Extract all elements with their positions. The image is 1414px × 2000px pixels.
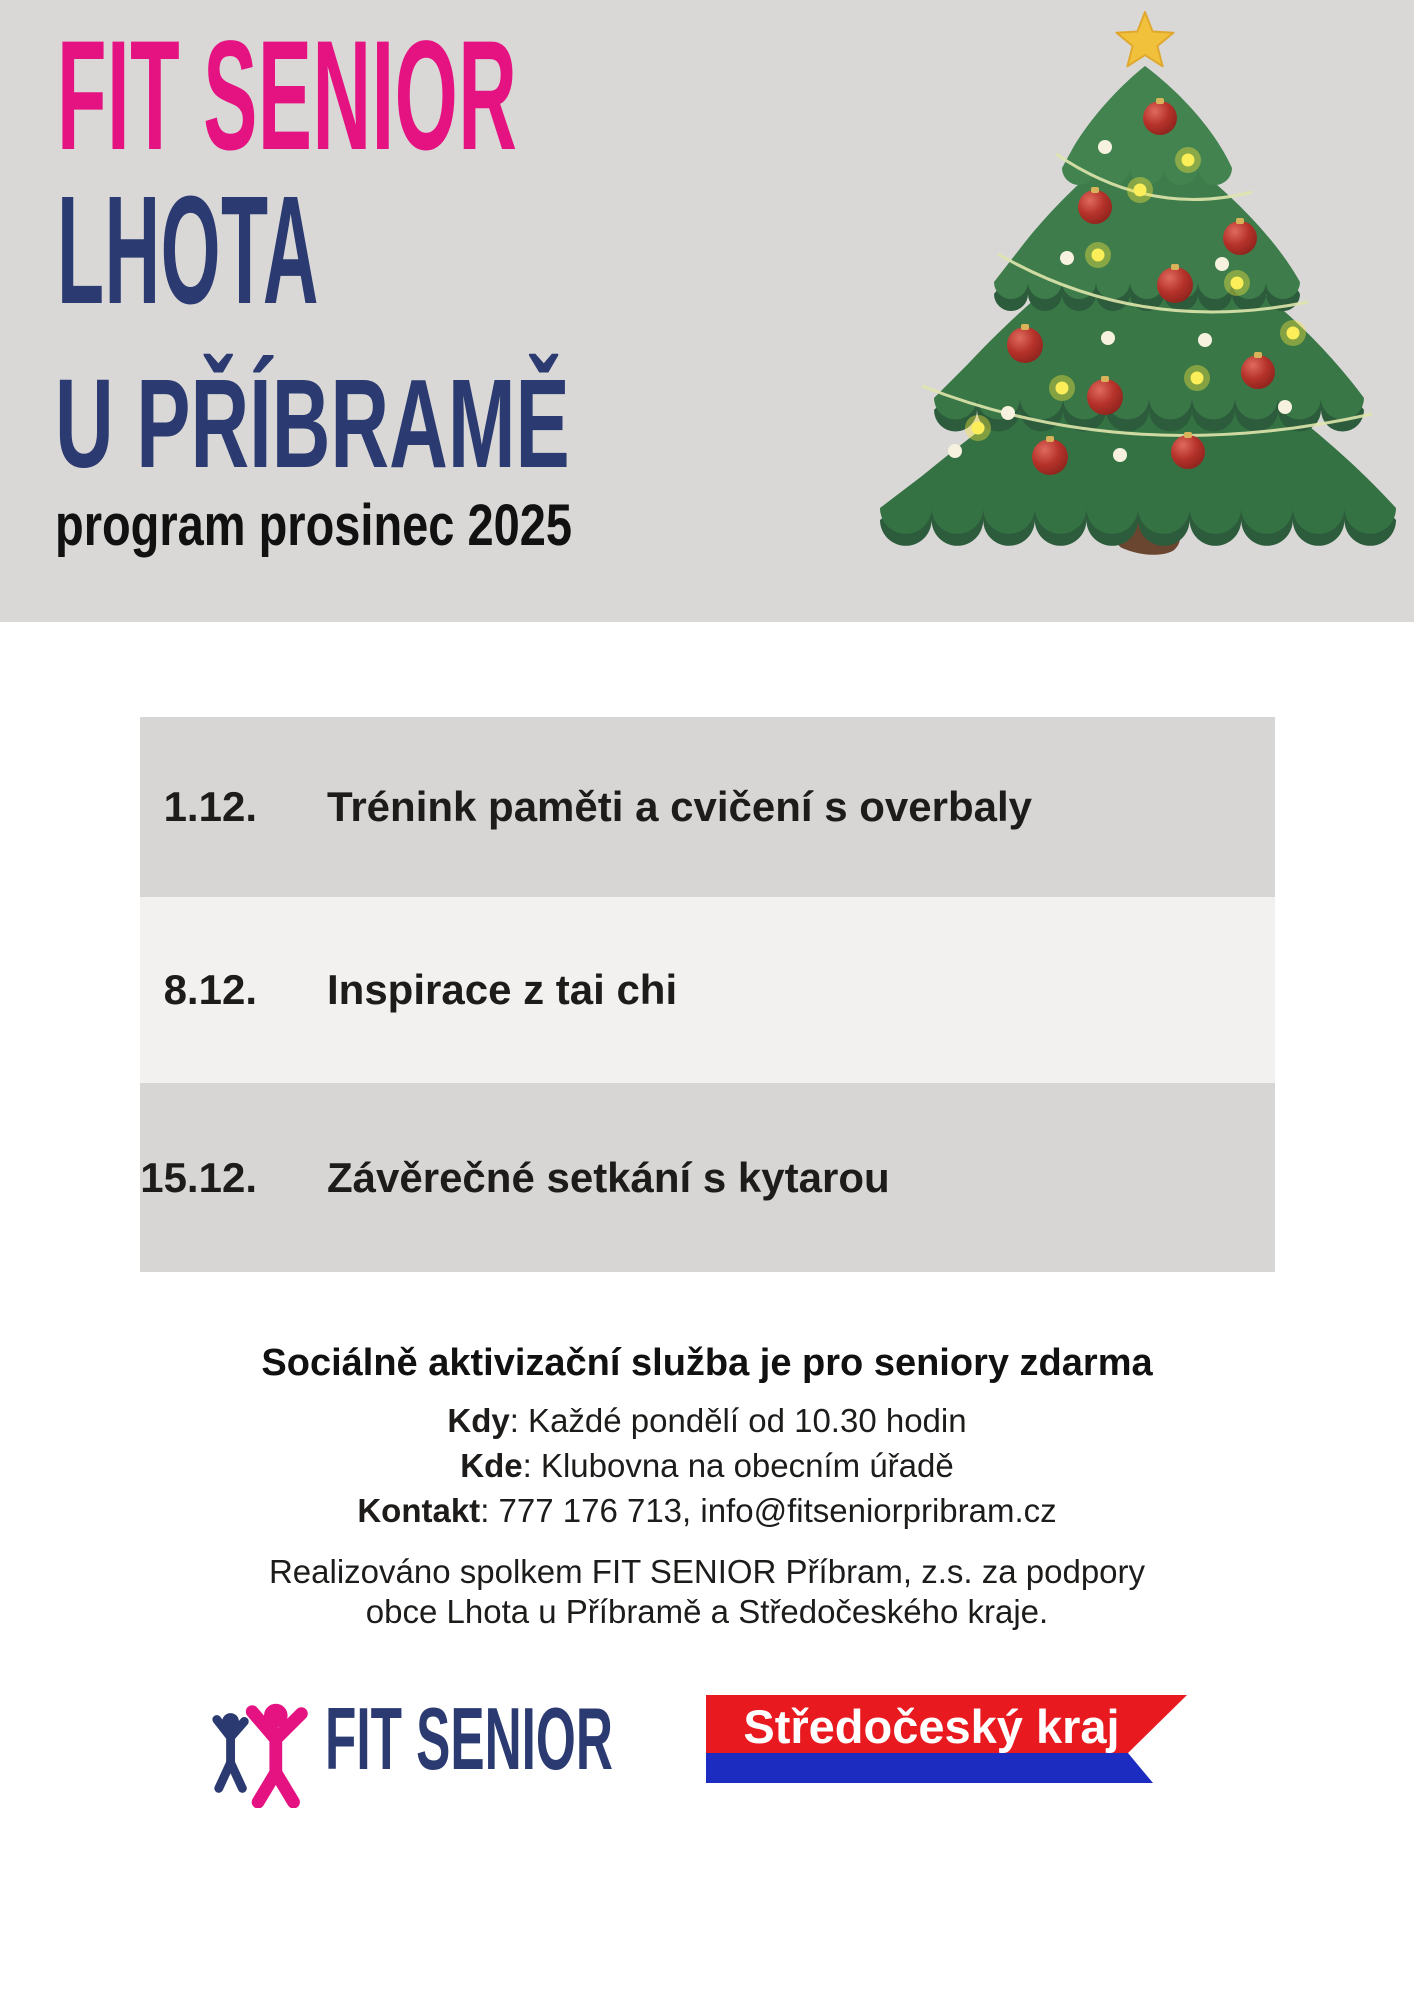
when-line	[0, 1398, 1414, 1443]
contact-label: Kontakt	[357, 1492, 481, 1529]
region-logo-text: Středočeský kraj	[743, 1700, 1120, 1753]
title-u-pribrame: U PŘÍBRAMĚ	[55, 353, 570, 494]
title-lhota: LHOTA	[57, 164, 319, 336]
star-icon	[1117, 12, 1174, 66]
christmas-tree-illustration	[860, 6, 1400, 558]
schedule-activity: Inspirace z tai chi	[327, 966, 678, 1013]
schedule-activity: Trénink paměti a cvičení s overbaly	[327, 783, 1032, 830]
fit-senior-logo-text: FIT SENIOR	[325, 1689, 613, 1788]
when-value: : Každé pondělí od 10.30 hodin	[509, 1402, 967, 1439]
schedule-date: 1.12.	[163, 783, 257, 830]
schedule-activity: Závěrečné setkání s kytarou	[327, 1153, 890, 1201]
title-fit-senior: FIT SENIOR	[57, 9, 518, 183]
jumping-people-icon	[205, 1690, 323, 1808]
when-label: Kdy	[447, 1402, 510, 1439]
note-line-2: obce Lhota u Příbramě a Středočeského kraje.	[365, 1593, 1049, 1630]
contact-line	[0, 1488, 1414, 1533]
note-line-1: Realizováno spolkem FIT SENIOR Příbram, z.s. za podpory	[268, 1553, 1146, 1590]
where-label: Kde	[460, 1447, 523, 1484]
schedule-date: 8.12.	[163, 966, 257, 1013]
schedule-row	[140, 897, 1275, 1083]
where-line	[0, 1443, 1414, 1488]
header-banner	[0, 0, 1414, 622]
schedule-date: 15.12.	[140, 1153, 257, 1201]
schedule-row	[140, 717, 1275, 897]
free-service-heading: Sociálně aktivizační služba je pro seniory zdarma	[261, 1342, 1153, 1384]
realization-note	[0, 1552, 1414, 1632]
where-value: : Klubovna na obecním úřadě	[522, 1447, 954, 1484]
schedule-row	[140, 1083, 1275, 1272]
subtitle-program: program prosinec 2025	[55, 493, 572, 558]
contact-value: : 777 176 713, info@fitseniorpribram.cz	[480, 1492, 1057, 1529]
